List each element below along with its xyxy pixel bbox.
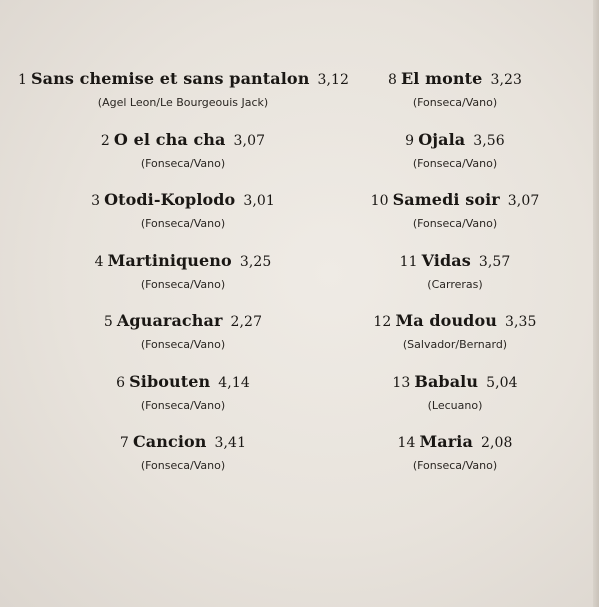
track-credit: (Lecuano) <box>427 398 483 412</box>
booklet-edge <box>593 0 599 607</box>
track-credit: (Fonseca/Vano) <box>140 217 226 230</box>
track-duration: 3,23 <box>490 72 523 88</box>
track-line <box>345 431 565 454</box>
track-credit: (Fonseca/Vano) <box>412 459 498 472</box>
track-number: 3 <box>91 193 101 209</box>
track-title: Martiniqueno <box>107 250 232 270</box>
track-duration: 3,25 <box>239 253 272 270</box>
track-line <box>345 129 565 152</box>
track-item <box>18 371 348 432</box>
track-credit: (Fonseca/Vano) <box>140 459 226 472</box>
track-line <box>345 250 565 273</box>
track-number: 2 <box>100 132 110 149</box>
track-credit: (Carreras) <box>427 277 483 291</box>
track-line <box>345 310 565 333</box>
track-credit: (Fonseca/Vano) <box>140 156 226 170</box>
track-duration: 2,08 <box>480 435 513 451</box>
track-title: El monte <box>400 69 483 88</box>
track-credit: (Fonseca/Vano) <box>140 277 226 291</box>
track-line <box>18 129 348 152</box>
track-title: Ojala <box>418 129 466 149</box>
track-duration: 3,12 <box>317 72 350 88</box>
tracklist-right-column <box>345 68 565 492</box>
track-number: 8 <box>387 72 397 88</box>
track-title: Cancion <box>132 432 207 451</box>
track-item <box>18 68 348 129</box>
track-number: 6 <box>116 374 126 391</box>
track-credit: (Fonseca/Vano) <box>412 156 498 170</box>
track-title: O el cha cha <box>113 129 226 149</box>
track-title: Sans chemise et sans pantalon <box>31 69 310 88</box>
track-line <box>18 371 348 394</box>
track-line <box>345 189 565 212</box>
track-number: 14 <box>397 435 416 451</box>
track-number: 13 <box>392 374 411 391</box>
tracklist-left-column <box>18 68 348 492</box>
track-item <box>345 310 565 371</box>
track-item <box>345 371 565 432</box>
track-number: 12 <box>373 314 392 330</box>
track-title: Sibouten <box>129 371 211 391</box>
track-duration: 3,07 <box>233 132 266 149</box>
track-number: 10 <box>370 193 389 209</box>
track-duration: 3,41 <box>214 435 247 451</box>
track-item <box>345 68 565 129</box>
track-item <box>18 250 348 311</box>
track-line <box>345 371 565 394</box>
track-item <box>18 431 348 492</box>
track-duration: 3,01 <box>243 193 275 209</box>
track-duration: 4,14 <box>218 374 250 391</box>
track-duration: 5,04 <box>486 374 518 391</box>
track-number: 11 <box>399 253 418 270</box>
track-duration: 3,07 <box>507 193 540 209</box>
track-credit: (Salvador/Bernard) <box>402 338 508 351</box>
track-item <box>18 310 348 371</box>
track-line <box>18 68 348 91</box>
track-line <box>18 431 348 454</box>
track-title: Babalu <box>414 371 479 391</box>
track-item <box>18 129 348 190</box>
track-credit: (Fonseca/Vano) <box>140 398 226 412</box>
track-title: Ma doudou <box>395 311 497 330</box>
track-item <box>345 431 565 492</box>
track-credit: (Agel Leon/Le Bourgeouis Jack) <box>97 96 269 109</box>
track-number: 4 <box>94 253 104 270</box>
track-item <box>18 189 348 250</box>
track-duration: 3,35 <box>504 314 537 330</box>
track-title: Samedi soir <box>392 190 500 209</box>
track-line <box>18 250 348 273</box>
track-credit: (Fonseca/Vano) <box>140 338 226 351</box>
track-duration: 3,56 <box>473 132 505 149</box>
track-title: Otodi-Koplodo <box>104 190 236 209</box>
track-line <box>345 68 565 91</box>
track-credit: (Fonseca/Vano) <box>412 96 498 109</box>
track-title: Vidas <box>421 250 471 270</box>
track-title: Aguarachar <box>116 311 223 330</box>
track-duration: 3,57 <box>478 253 511 270</box>
track-line <box>18 310 348 333</box>
track-number: 1 <box>18 72 28 88</box>
track-line <box>18 189 348 212</box>
track-number: 7 <box>119 435 129 451</box>
track-duration: 2,27 <box>230 314 263 330</box>
track-number: 9 <box>405 132 415 149</box>
track-credit: (Fonseca/Vano) <box>412 217 498 230</box>
track-item <box>345 189 565 250</box>
track-item <box>345 129 565 190</box>
track-item <box>345 250 565 311</box>
track-number: 5 <box>103 314 113 330</box>
track-title: Maria <box>419 432 473 451</box>
